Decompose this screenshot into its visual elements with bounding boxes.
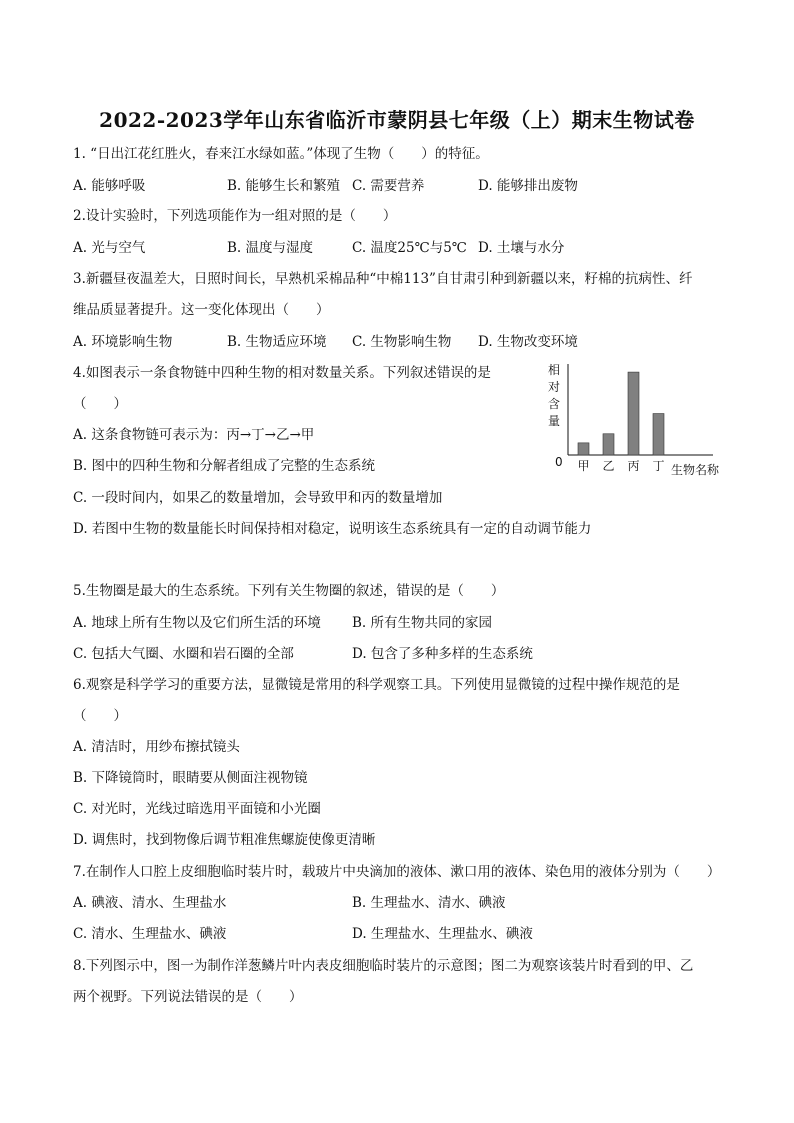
category-label-1: 甲 [577,459,590,473]
q6-option-d: D. 调焦时，找到物像后调节粗准焦螺旋使像更清晰 [73,832,376,848]
bar-1 [578,443,589,455]
category-label-4: 丁 [652,459,665,473]
q3-option-a: A. 环境影响生物 [73,334,173,350]
q4-option-b: B. 图中的四种生物和分解者组成了完整的生态系统 [73,458,376,474]
q3-option-d: D. 生物改变环境 [478,334,578,350]
y-axis-label-char-1: 相 [548,363,561,377]
q4-option-c: C. 一段时间内，如果乙的数量增加，会导致甲和丙的数量增加 [73,490,443,506]
q5-stem: 5.生物圈是最大的生态系统。下列有关生物圈的叙述，错误的是（ ） [73,583,505,599]
q2-stem: 2.设计实验时，下列选项能作为一组对照的是（ ） [73,208,397,224]
y-axis-label-char-3: 含 [548,397,561,411]
origin-label: 0 [555,455,563,469]
q3-option-c: C. 生物影响生物 [352,334,452,350]
x-axis-label: 生物名称 [671,463,720,477]
q5-option-c: C. 包括大气圈、水圈和岩石圈的全部 [73,646,294,662]
bar-3 [628,372,639,455]
q6-option-b: B. 下降镜筒时，眼睛要从侧面注视物镜 [73,770,308,786]
food-chain-bar-chart [545,362,725,480]
q8-stem-line2: 两个视野。下列说法错误的是（ ） [73,989,303,1005]
q6-stem-line1: 6.观察是科学学习的重要方法，显微镜是常用的科学观察工具。下列使用显微镜的过程中操作规范的是 [73,677,680,693]
q1-option-d: D. 能够排出废物 [478,178,578,194]
q6-stem-line2: （ ） [73,708,127,724]
q7-option-a: A. 碘液、清水、生理盐水 [73,895,227,911]
q3-stem-line1: 3.新疆昼夜温差大，日照时间长，早熟机采棉品种“中棉113”自甘肃引种到新疆以来，籽棉的抗病性、纤 [73,271,693,287]
bar-4 [653,414,664,455]
q3-stem-line2: 维品质显著提升。这一变化体现出（ ） [73,302,330,318]
q1-option-c: C. 需要营养 [352,178,425,194]
q8-stem-line1: 8.下列图示中，图一为制作洋葱鳞片叶内表皮细胞临时装片的示意图；图二为观察该装片时看到的甲、乙 [73,958,694,974]
category-label-2: 乙 [602,459,615,473]
q7-stem: 7.在制作人口腔上皮细胞临时装片时，载玻片中央滴加的液体、漱口用的液体、染色用的液体分别为（ ） [73,864,721,880]
q5-option-b: B. 所有生物共同的家园 [352,615,493,631]
q1-option-a: A. 能够呼吸 [73,178,146,194]
q4-option-d: D. 若图中生物的数量能长时间保持相对稳定，说明该生态系统具有一定的自动调节能力 [73,521,592,537]
q4-stem-line2: （ ） [73,396,127,412]
page-title: 2022-2023学年山东省临沂市蒙阴县七年级（上）期末生物试卷 [99,108,695,132]
q4-option-a: A. 这条食物链可表示为：丙→丁→乙→甲 [73,427,315,443]
q1-option-b: B. 能够生长和繁殖 [227,178,341,194]
q7-option-d: D. 生理盐水、生理盐水、碘液 [352,926,533,942]
q3-option-b: B. 生物适应环境 [227,334,327,350]
q5-option-d: D. 包含了多种多样的生态系统 [352,646,533,662]
q2-option-a: A. 光与空气 [73,240,146,256]
q6-option-a: A. 清洁时，用纱布擦拭镜头 [73,739,240,755]
q2-option-c: C. 温度25℃与5℃ [352,240,467,256]
bar-2 [603,434,614,455]
q2-option-d: D. 土壤与水分 [478,240,565,256]
q4-stem-line1: 4.如图表示一条食物链中四种生物的相对数量关系。下列叙述错误的是 [73,365,491,381]
category-label-3: 丙 [627,459,640,473]
y-axis-label-char-2: 对 [548,380,561,394]
q6-option-c: C. 对光时，光线过暗选用平面镜和小光圈 [73,801,321,817]
q5-option-a: A. 地球上所有生物以及它们所生活的环境 [73,615,321,631]
q7-option-c: C. 清水、生理盐水、碘液 [73,926,227,942]
q1-stem: 1. “日出江花红胜火，春来江水绿如蓝。”体现了生物（ ）的特征。 [73,146,489,162]
y-axis-label-char-4: 量 [548,414,561,428]
q2-option-b: B. 温度与湿度 [227,240,314,256]
q7-option-b: B. 生理盐水、清水、碘液 [352,895,506,911]
